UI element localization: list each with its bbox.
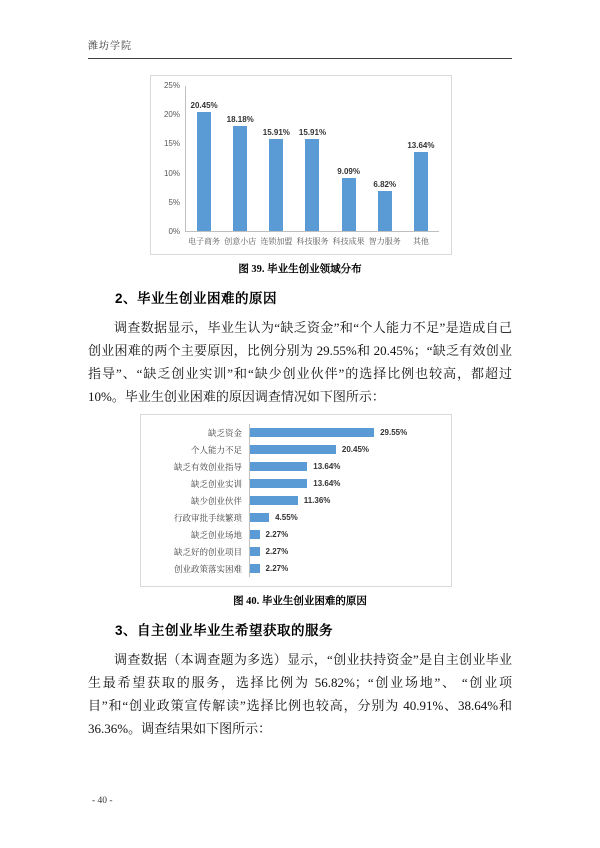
bar-row [145, 441, 439, 458]
bar [197, 112, 211, 231]
fig40-caption: 图 40. 毕业生创业困难的原因 [233, 596, 367, 607]
bar [250, 462, 307, 471]
bar-column [294, 86, 330, 231]
category-label: 电子商务 [188, 237, 221, 246]
bar-value-label: 20.45% [341, 445, 370, 454]
bar [233, 126, 247, 231]
bar-track [249, 560, 439, 577]
category-label: 科技服务 [296, 237, 329, 246]
bar [269, 139, 283, 231]
section3-paragraph: 调查数据（本调查题为多选）显示，“创业扶持资金”是自主创业毕业生最希望获取的服务，选择比例为 56.82%；“创业场地”、 “创业项目”和“创业政策宣传解读”选择比例也较高，分别为 40.91%、38.64%和 36.36%。调查结果如下图所示： [88, 652, 512, 736]
bar-value-label: 15.91% [298, 127, 327, 137]
bar [250, 547, 260, 556]
category-label: 智力服务 [368, 237, 401, 246]
bar-value-label: 13.64% [313, 462, 341, 471]
category-label: 缺乏创业场地 [190, 529, 242, 540]
fig39-categories [185, 236, 439, 247]
bar-value-label: 20.45% [190, 101, 218, 111]
category-label: 缺少创业伙伴 [190, 495, 242, 506]
fig39-plot-area [185, 86, 439, 247]
category-label: 连锁加盟 [260, 237, 293, 246]
bar-track [249, 475, 439, 492]
bar [250, 479, 307, 488]
bar-value-label: 6.82% [373, 180, 397, 190]
bar-row [145, 458, 439, 475]
fig39-y-axis: 25% 20% 15% 10% 5% 0% [163, 81, 180, 236]
fig40-chart [140, 414, 452, 587]
bar [250, 496, 298, 505]
bar-column [331, 86, 367, 231]
bar-track [249, 492, 439, 509]
bar [414, 152, 428, 231]
header-title: 潍坊学院 [88, 41, 132, 52]
bar-value-label: 4.55% [275, 513, 298, 522]
section3-heading: 3、自主创业毕业生希望获取的服务 [115, 623, 334, 638]
bar-track [249, 543, 439, 560]
bar-column [367, 86, 403, 231]
section2-paragraph: 调查数据显示，毕业生认为“缺乏资金”和“个人能力不足”是造成自己创业困难的两个主要原因，比例分别为 29.55%和 20.45%；“缺乏有效创业指导”、“缺乏创业实训”和“缺少创业伙伴”的选择比例也较高，都超过 10%。毕业生创业困难的原因调查情况如下图所示： [88, 320, 512, 404]
fig39-body [159, 81, 439, 247]
section2-heading: 2、毕业生创业困难的原因 [115, 291, 278, 306]
bar-value-label: 2.27% [265, 547, 289, 556]
bar-track [249, 509, 439, 526]
category-label: 个人能力不足 [190, 444, 242, 455]
bar-row [145, 543, 439, 560]
bar-value-label: 15.91% [262, 127, 290, 137]
category-label: 缺乏资金 [207, 427, 242, 438]
bar-column [186, 86, 222, 231]
category-label: 创意小店 [224, 237, 257, 246]
bar-track [249, 526, 439, 543]
category-label: 创业政策落实困难 [173, 563, 242, 574]
bar-row [145, 526, 439, 543]
category-label: 缺乏好的创业项目 [173, 546, 242, 557]
fig40-rows [145, 424, 439, 577]
bar-row [145, 424, 439, 441]
bar-column [403, 86, 439, 231]
fig39-chart [150, 75, 452, 255]
bar-column [222, 86, 258, 231]
bar-value-label: 9.09% [337, 167, 360, 177]
bar-value-label: 13.64% [407, 140, 435, 150]
bar [250, 445, 336, 454]
page-number: - 40 - [92, 796, 113, 806]
bar-row [145, 492, 439, 509]
category-label: 其他 [412, 237, 429, 246]
bar-track [249, 458, 439, 475]
category-label: 行政审批手续繁琐 [173, 512, 242, 523]
page-header [88, 36, 512, 59]
bar-value-label: 11.36% [303, 496, 331, 505]
category-label: 缺乏创业实训 [190, 478, 242, 489]
category-label: 缺乏有效创业指导 [173, 461, 242, 472]
fig39-caption: 图 39. 毕业生创业领域分布 [238, 264, 362, 275]
bar-value-label: 29.55% [380, 428, 408, 437]
bar-value-label: 13.64% [313, 479, 341, 488]
bar-track [249, 424, 439, 441]
bar [342, 178, 356, 231]
bar-value-label: 18.18% [226, 114, 254, 124]
bar-track [249, 441, 439, 458]
category-label: 科技成果 [332, 237, 365, 246]
bar [250, 564, 260, 573]
bar [250, 530, 260, 539]
bar-column [258, 86, 294, 231]
bar-row [145, 475, 439, 492]
bar [305, 139, 319, 231]
bar-value-label: 2.27% [265, 530, 289, 539]
bar [250, 428, 374, 437]
bar-row [145, 560, 439, 577]
bar-value-label: 2.27% [265, 564, 289, 573]
fig39-plot [185, 86, 439, 232]
bar-row [145, 509, 439, 526]
bar [250, 513, 269, 522]
bar [378, 191, 392, 231]
